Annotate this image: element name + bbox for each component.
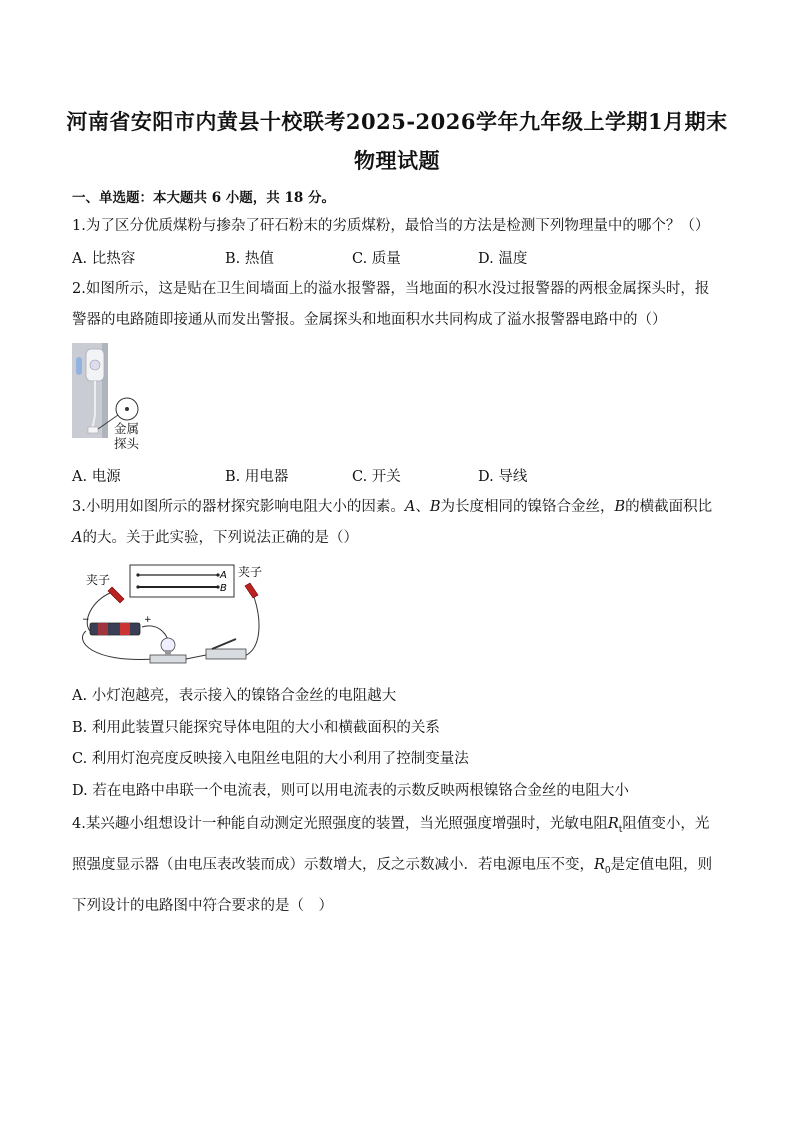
q4-stem-part2: 阻值变小，光照强度显示器（由电压表改装而成）示数增大，反之示数减小．若电源电压不变， [72, 816, 710, 873]
question-3-stem [72, 492, 722, 554]
q4-subscript-t: t [618, 824, 623, 835]
q4-symbol-r: R [607, 816, 619, 832]
q3-option-a: A. 小灯泡越亮，表示接入的镍铬合金丝的电阻越大 [72, 688, 397, 704]
q3-symbol-b2: B [614, 499, 626, 515]
battery-minus-label: − [82, 615, 90, 625]
q2-option-a: A. 电源 [72, 469, 121, 485]
question-2-stem: 2.如图所示，这是贴在卫生间墙面上的溢水报警器，当地面的积水没过报警器的两根金属探头时，报警器的电路随即接通从而发出警报。金属探头和地面积水共同构成了溢水报警器电路中的（） [72, 281, 710, 328]
section-heading: 一、单选题：本大题共 6 小题，共 18 分。 [72, 190, 335, 206]
left-clip-label: 夹子 [86, 573, 111, 587]
q3-symbol-a2: A [72, 530, 83, 546]
q4-symbol-r0: R [594, 856, 605, 873]
question-4-stem [72, 807, 722, 924]
q3-option-b: B. 利用此装置只能探究导体电阻的大小和横截面积的关系 [72, 720, 440, 736]
q4-stem-part3: 是定值电阻，则下列设计的电路图中符合要求的是（ ） [72, 856, 713, 914]
exam-title-line1: 河南省安阳市内黄县十校联考2025-2026学年九年级上学期1月期末 [66, 109, 728, 134]
right-clip-label: 夹子 [238, 565, 263, 579]
q2-option-b: B. 用电器 [225, 469, 289, 485]
battery-plus-label: + [144, 615, 152, 625]
q1-option-b: B. 热值 [225, 251, 274, 267]
alarm-photo-image [72, 343, 152, 453]
alarm-label-line1: 金属 [114, 421, 140, 436]
overflow-alarm-figure [72, 343, 152, 453]
exam-title-line2: 物理试题 [354, 148, 440, 173]
resistance-experiment-figure [72, 561, 272, 673]
q1-option-d: D. 温度 [478, 251, 528, 267]
question-1-stem: 1.为了区分优质煤粉与掺杂了矸石粉末的劣质煤粉，最恰当的方法是检测下列物理量中的哪个？（） [72, 218, 710, 234]
q1-option-a: A. 比热容 [72, 251, 136, 267]
q3-symbol-b: B [429, 499, 441, 515]
q3-stem-mid2: 的横截面积比 [625, 499, 713, 515]
q3-symbol-a: A [404, 499, 416, 515]
q4-subscript-0: 0 [604, 865, 611, 876]
q2-option-c: C. 开关 [352, 469, 401, 485]
circuit-diagram [72, 561, 272, 673]
q3-stem-sep: 、 [415, 499, 430, 515]
q4-stem-part1: 4.某兴趣小组想设计一种能自动测定光照强度的装置，当光照强度增强时，光敏电阻 [72, 816, 608, 832]
wire-b-label: B [220, 583, 227, 594]
q2-option-d: D. 导线 [478, 469, 528, 485]
q3-stem-prefix: 3.小明用如图所示的器材探究影响电阻大小的因素。 [72, 499, 405, 515]
q3-stem-suffix: 的大。关于此实验，下列说法正确的是（） [82, 530, 358, 546]
q3-stem-mid: 为长度相同的镍铬合金丝， [440, 499, 615, 515]
alarm-label-line2: 探头 [114, 436, 140, 451]
q1-option-c: C. 质量 [352, 251, 401, 267]
wire-a-label: A [220, 570, 227, 581]
q3-option-c: C. 利用灯泡亮度反映接入电阻丝电阻的大小利用了控制变量法 [72, 751, 469, 767]
q3-option-d: D. 若在电路中串联一个电流表，则可以用电流表的示数反映两根镍铬合金丝的电阻大小 [72, 783, 629, 799]
